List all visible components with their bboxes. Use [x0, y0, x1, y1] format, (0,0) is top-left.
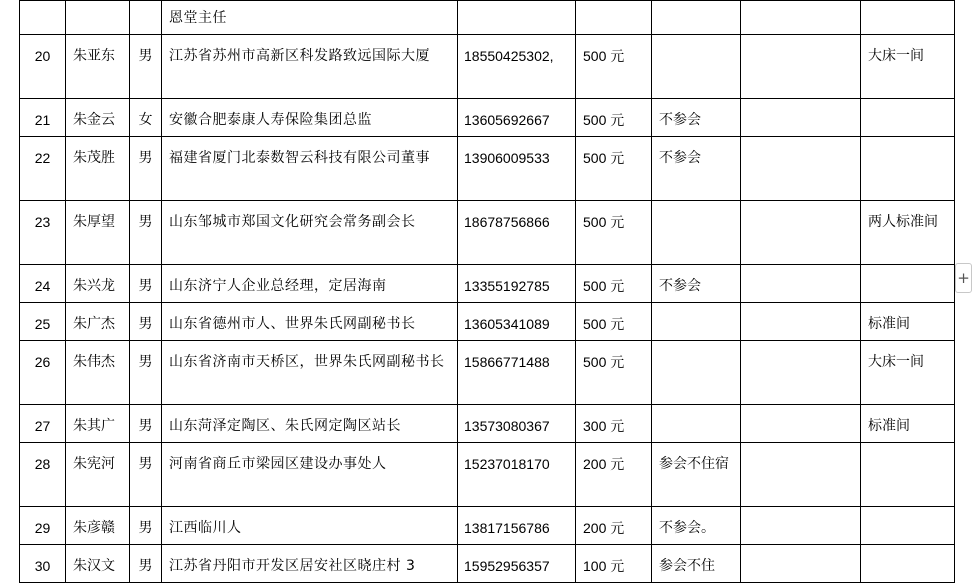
name-cell[interactable]	[66, 1, 130, 35]
attendance-cell[interactable]: 参会不住	[652, 545, 741, 583]
notes-cell[interactable]	[741, 1, 861, 35]
name-cell[interactable]: 朱汉文	[66, 545, 130, 583]
table-row	[20, 265, 955, 303]
notes-cell[interactable]	[741, 265, 861, 303]
notes-cell[interactable]	[741, 545, 861, 583]
phone-cell[interactable]: 13817156786	[458, 507, 576, 545]
gender-cell[interactable]: 男	[130, 507, 162, 545]
notes-cell[interactable]	[741, 201, 861, 265]
room-cell[interactable]: 大床一间	[861, 35, 955, 99]
phone-cell[interactable]	[458, 1, 576, 35]
phone-cell[interactable]: 15237018170	[458, 443, 576, 507]
table-row	[20, 303, 955, 341]
gender-cell[interactable]: 男	[130, 341, 162, 405]
room-cell[interactable]	[861, 1, 955, 35]
table-row	[20, 341, 955, 405]
notes-cell[interactable]	[741, 443, 861, 507]
name-cell[interactable]: 朱厚望	[66, 201, 130, 265]
address-cell[interactable]: 山东邹城市郑国文化研究会常务副会长	[162, 201, 458, 265]
phone-cell[interactable]: 18550425302,	[458, 35, 576, 99]
amount-cell[interactable]: 500 元	[576, 265, 652, 303]
row-number[interactable]: 22	[20, 137, 66, 201]
notes-cell[interactable]	[741, 507, 861, 545]
gender-cell[interactable]: 男	[130, 303, 162, 341]
phone-cell[interactable]: 13906009533	[458, 137, 576, 201]
table-row	[20, 99, 955, 137]
row-number[interactable]: 28	[20, 443, 66, 507]
address-cell[interactable]: 江苏省苏州市高新区科发路致远国际大厦	[162, 35, 458, 99]
amount-cell[interactable]: 100 元	[576, 545, 652, 583]
room-cell[interactable]	[861, 507, 955, 545]
address-cell[interactable]: 江苏省丹阳市开发区居安社区晓庄村 3	[162, 545, 458, 583]
row-number[interactable]: 21	[20, 99, 66, 137]
address-cell[interactable]: 河南省商丘市梁园区建设办事处人	[162, 443, 458, 507]
row-number[interactable]	[20, 1, 66, 35]
name-cell[interactable]: 朱其广	[66, 405, 130, 443]
attendance-cell[interactable]	[652, 405, 741, 443]
notes-cell[interactable]	[741, 341, 861, 405]
table-row	[20, 507, 955, 545]
row-number[interactable]: 30	[20, 545, 66, 583]
gender-cell[interactable]: 女	[130, 99, 162, 137]
phone-cell[interactable]: 13573080367	[458, 405, 576, 443]
row-number[interactable]: 29	[20, 507, 66, 545]
notes-cell[interactable]	[741, 405, 861, 443]
amount-cell[interactable]: 500 元	[576, 137, 652, 201]
name-cell[interactable]: 朱亚东	[66, 35, 130, 99]
gender-cell[interactable]: 男	[130, 405, 162, 443]
table-row	[20, 137, 955, 201]
notes-cell[interactable]	[741, 35, 861, 99]
room-cell[interactable]: 大床一间	[861, 341, 955, 405]
room-cell[interactable]	[861, 265, 955, 303]
attendance-cell[interactable]: 不参会	[652, 137, 741, 201]
table-expand-button[interactable]: +	[955, 263, 972, 293]
gender-cell[interactable]: 男	[130, 443, 162, 507]
room-cell[interactable]	[861, 137, 955, 201]
attendance-cell[interactable]: 不参会。	[652, 507, 741, 545]
gender-cell[interactable]	[130, 1, 162, 35]
attendance-cell[interactable]	[652, 341, 741, 405]
room-cell[interactable]	[861, 545, 955, 583]
row-number[interactable]: 26	[20, 341, 66, 405]
amount-cell[interactable]: 500 元	[576, 201, 652, 265]
name-cell[interactable]: 朱彦赣	[66, 507, 130, 545]
table-row	[20, 545, 955, 583]
room-cell[interactable]: 标准间	[861, 405, 955, 443]
address-cell[interactable]: 山东济宁人企业总经理，定居海南	[162, 265, 458, 303]
phone-cell[interactable]: 18678756866	[458, 201, 576, 265]
attendance-cell[interactable]: 参会不住宿	[652, 443, 741, 507]
phone-cell[interactable]: 13605341089	[458, 303, 576, 341]
address-cell[interactable]: 山东菏泽定陶区、朱氏网定陶区站长	[162, 405, 458, 443]
amount-cell[interactable]	[576, 1, 652, 35]
notes-cell[interactable]	[741, 303, 861, 341]
attendance-cell[interactable]	[652, 1, 741, 35]
amount-cell[interactable]: 500 元	[576, 303, 652, 341]
attendee-table	[19, 0, 955, 583]
address-cell[interactable]: 江西临川人	[162, 507, 458, 545]
phone-cell[interactable]: 15866771488	[458, 341, 576, 405]
gender-cell[interactable]: 男	[130, 201, 162, 265]
row-number[interactable]: 24	[20, 265, 66, 303]
name-cell[interactable]: 朱金云	[66, 99, 130, 137]
address-cell[interactable]: 福建省厦门北泰数智云科技有限公司董事	[162, 137, 458, 201]
row-number[interactable]: 20	[20, 35, 66, 99]
amount-cell[interactable]: 500 元	[576, 341, 652, 405]
attendance-cell[interactable]	[652, 201, 741, 265]
gender-cell[interactable]: 男	[130, 265, 162, 303]
row-number[interactable]: 27	[20, 405, 66, 443]
notes-cell[interactable]	[741, 137, 861, 201]
phone-cell[interactable]: 13605692667	[458, 99, 576, 137]
room-cell[interactable]: 两人标准间	[861, 201, 955, 265]
amount-cell[interactable]: 500 元	[576, 35, 652, 99]
row-number[interactable]: 23	[20, 201, 66, 265]
table-row	[20, 201, 955, 265]
table-row	[20, 35, 955, 99]
room-cell[interactable]	[861, 99, 955, 137]
gender-cell[interactable]: 男	[130, 545, 162, 583]
name-cell[interactable]: 朱茂胜	[66, 137, 130, 201]
attendance-cell[interactable]	[652, 35, 741, 99]
amount-cell[interactable]: 200 元	[576, 507, 652, 545]
phone-cell[interactable]: 15952956357	[458, 545, 576, 583]
gender-cell[interactable]: 男	[130, 137, 162, 201]
name-cell[interactable]: 朱宪河	[66, 443, 130, 507]
name-cell[interactable]: 朱兴龙	[66, 265, 130, 303]
room-cell[interactable]: 标准间	[861, 303, 955, 341]
notes-cell[interactable]	[741, 99, 861, 137]
attendance-cell[interactable]: 不参会	[652, 99, 741, 137]
address-cell[interactable]: 安徽合肥泰康人寿保险集团总监	[162, 99, 458, 137]
address-cell[interactable]: 恩堂主任	[162, 1, 458, 35]
amount-cell[interactable]: 200 元	[576, 443, 652, 507]
gender-cell[interactable]: 男	[130, 35, 162, 99]
name-cell[interactable]: 朱伟杰	[66, 341, 130, 405]
phone-cell[interactable]: 13355192785	[458, 265, 576, 303]
name-cell[interactable]: 朱广杰	[66, 303, 130, 341]
attendance-cell[interactable]: 不参会	[652, 265, 741, 303]
amount-cell[interactable]: 500 元	[576, 99, 652, 137]
address-cell[interactable]: 山东省德州市人、世界朱氏网副秘书长	[162, 303, 458, 341]
address-cell[interactable]: 山东省济南市天桥区，世界朱氏网副秘书长	[162, 341, 458, 405]
room-cell[interactable]	[861, 443, 955, 507]
table-row	[20, 405, 955, 443]
row-number[interactable]: 25	[20, 303, 66, 341]
table-row	[20, 1, 955, 35]
attendance-cell[interactable]	[652, 303, 741, 341]
table-row	[20, 443, 955, 507]
amount-cell[interactable]: 300 元	[576, 405, 652, 443]
